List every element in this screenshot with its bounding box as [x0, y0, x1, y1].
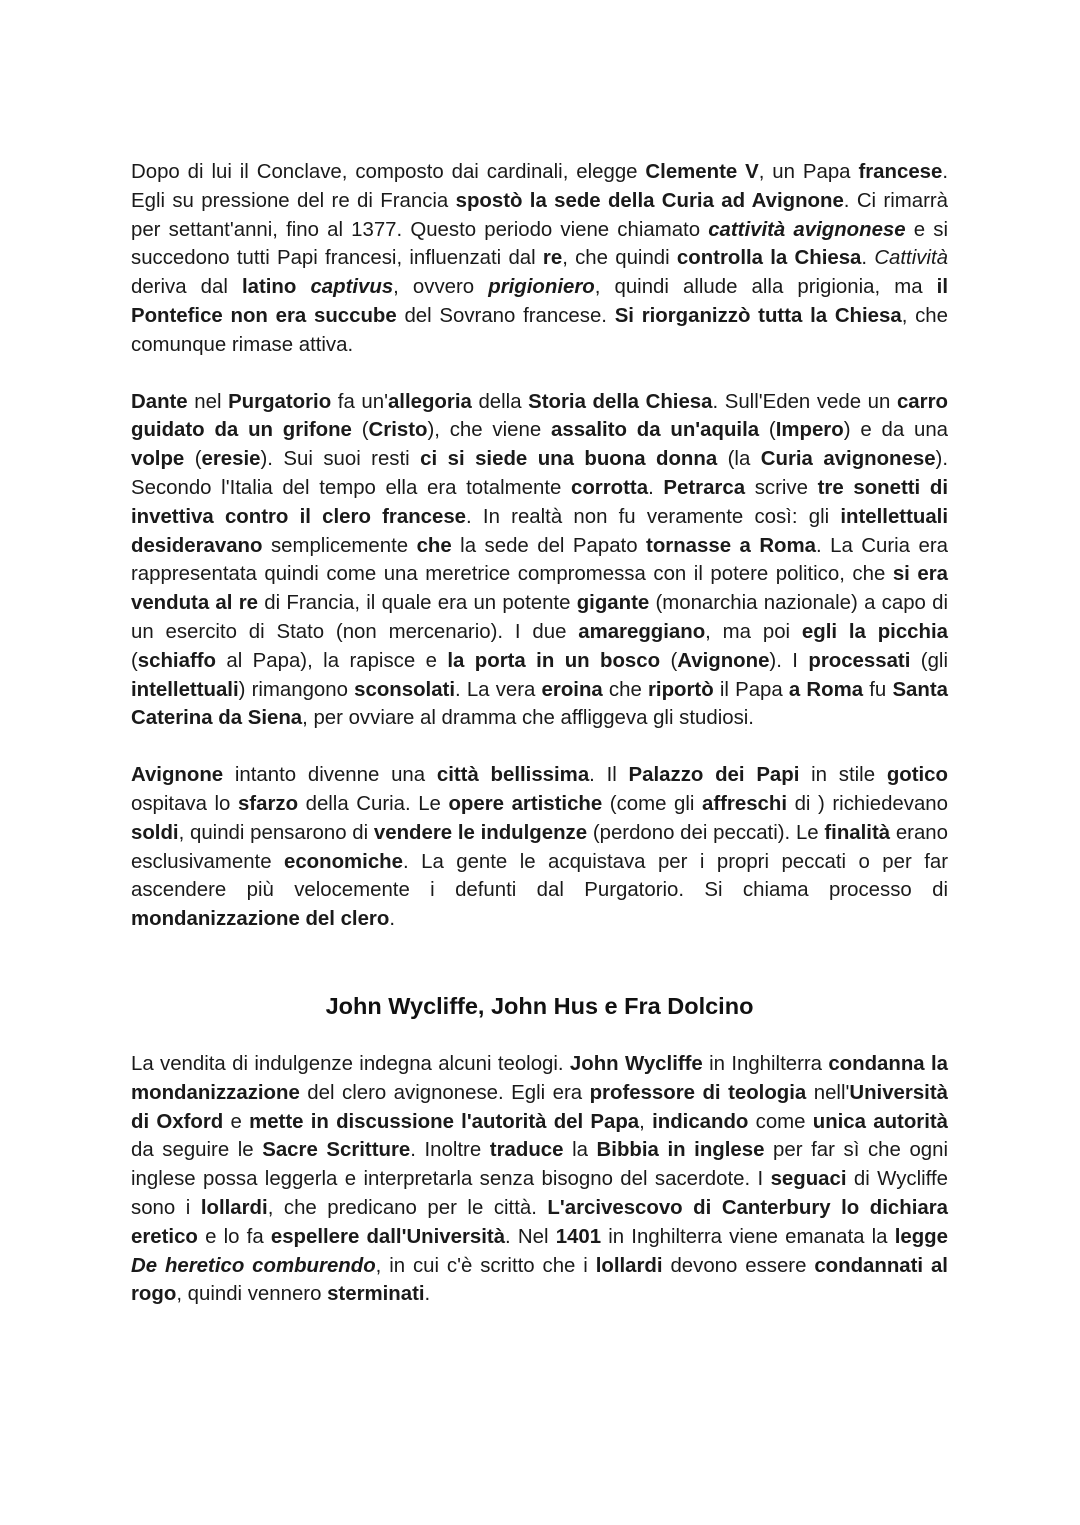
paragraph-dante-allegoria: Dante nel Purgatorio fa un'allegoria della Storia della Chiesa. Sull'Eden vede un carro guidato da un grifone (Cristo), che viene assalito da un'aquila (Impero) e da una volpe (eresie). Sui suoi resti ci si siede una buona donna (la Curia avignonese). Secondo l'Italia del tempo ella era totalmente corrotta. Petrarca scrive tre sonetti di invettiva contro il clero francese. In realtà non fu veramente così: gli intellettuali desideravano semplicemente che la sede del Papato tornasse a Roma. La Curia era rappresentata quindi come una meretrice compromessa con il potere politico, che si era venduta al re di Francia, il quale era un potente gigante (monarchia nazionale) a capo di un esercito di Stato (non mercenario). I due amareggiano, ma poi egli la picchia (schiaffo al Papa), la rapisce e la porta in un bosco (Avignone). I processati (gli intellettuali) rimangono sconsolati. La vera eroina che riportò il Papa a Roma fu Santa Caterina da Siena, per ovviare al dramma che affliggeva gli studiosi.: [131, 390, 949, 730]
bold-text: espellere dall'Università: [270, 1225, 506, 1248]
bold-text: cattività avignonese: [708, 218, 906, 241]
bold-text: Purgatorio: [228, 390, 332, 413]
bold-text: De heretico comburendo: [131, 1254, 376, 1277]
bold-text: la porta in un bosco: [447, 649, 661, 672]
bold-text: Bibbia in inglese: [596, 1139, 765, 1162]
bold-text: soldi: [131, 821, 179, 844]
bold-text: Petrarca: [663, 476, 746, 499]
bold-text: mette in discussione l'autorità del Papa: [249, 1110, 640, 1133]
bold-text: carro guidato da un grifone: [131, 390, 948, 442]
bold-text: corrotta: [571, 476, 649, 499]
paragraph-avignone: Avignone intanto divenne una città bellissima. Il Palazzo dei Papi in stile gotico ospitava lo sfarzo della Curia. Le opere artistiche (come gli affreschi di ) richiedevano soldi, quindi pensarono di vendere le indulgenze (perdono dei peccati). Le finalità erano esclusivamente economiche. La gente le acquistava per i propri peccati o per far ascendere più velocemente i defunti dal Purgatorio. Si chiama processo di mondanizzazione del clero.: [131, 764, 949, 931]
bold-text: legge: [894, 1225, 948, 1248]
bold-text: finalità: [824, 821, 891, 844]
bold-text: traduce: [489, 1139, 564, 1162]
bold-text: opere artistiche: [448, 792, 603, 815]
bold-text: indicando: [652, 1110, 749, 1133]
bold-text: il Pontefice non era succube: [131, 276, 948, 327]
bold-text: amareggiano: [578, 620, 706, 643]
bold-text: allegoria: [387, 390, 472, 413]
bold-text: Impero: [775, 419, 844, 442]
bold-text: Si riorganizzò tutta la Chiesa: [614, 304, 902, 327]
italic-text: Cattività: [874, 247, 948, 270]
bold-text: seguaci: [770, 1168, 847, 1191]
bold-text: vendere le indulgenze: [373, 821, 588, 844]
bold-text: tre sonetti di invettiva contro il clero francese: [131, 476, 948, 528]
bold-text: affreschi: [702, 792, 787, 815]
bold-text: gigante: [576, 592, 650, 615]
bold-text: unica autorità: [812, 1110, 949, 1133]
bold-text: latino: [241, 276, 311, 299]
bold-text: re: [542, 247, 563, 270]
bold-text: tornasse a Roma: [646, 534, 816, 557]
bold-text: Dante: [131, 390, 188, 413]
bold-text: sfarzo: [237, 792, 299, 815]
bold-text: intellettuali: [131, 678, 239, 701]
bold-text: assalito da un'aquila: [551, 419, 760, 442]
bold-text: Palazzo dei Papi: [628, 764, 800, 787]
bold-text: condanna la mondanizzazione: [131, 1052, 948, 1104]
bold-text: egli la picchia: [801, 620, 948, 643]
bold-text: Curia avignonese: [760, 448, 936, 471]
document-page: [131, 158, 948, 1309]
bold-text: John Wycliffe: [569, 1052, 703, 1075]
bold-text: città bellissima: [436, 764, 590, 787]
bold-text: 1401: [555, 1225, 602, 1248]
bold-text: volpe: [131, 448, 185, 471]
bold-text: sterminati: [327, 1283, 425, 1306]
bold-text: intellettuali desideravano: [131, 505, 948, 557]
bold-text: riportò: [647, 678, 714, 701]
bold-text: Università di Oxford: [131, 1081, 948, 1133]
bold-text: mondanizzazione del clero: [131, 908, 390, 931]
bold-text: a Roma: [788, 678, 864, 701]
bold-text: controlla la Chiesa: [676, 247, 862, 270]
bold-text: sconsolati: [354, 678, 455, 701]
bold-text: Sacre Scritture: [262, 1139, 411, 1162]
bold-text: condannati al rogo: [131, 1254, 948, 1306]
paragraph-clemente-v: Dopo di lui il Conclave, composto dai cardinali, elegge Clemente V, un Papa francese. Egli su pressione del re di Francia spostò la sede della Curia ad Avignone. Ci rimarrà per settant'anni, fino al 1377. Questo periodo viene chiamato cattività avignonese e si succedono tutti Papi francesi, influenzati dal re, che quindi controlla la Chiesa. Cattività deriva dal latino captivus, ovvero prigioniero, quindi allude alla prigionia, ma il Pontefice non era succube del Sovrano francese. Si riorganizzò tutta la Chiesa, che comunque rimase attiva.: [131, 161, 949, 356]
bold-text: spostò la sede della Curia ad Avignone: [455, 189, 844, 212]
bold-text: schiaffo: [137, 649, 216, 672]
bold-text: prigioniero: [488, 276, 595, 299]
paragraph-wycliffe: La vendita di indulgenze indegna alcuni teologi. John Wycliffe in Inghilterra condanna la mondanizzazione del clero avignonese. Egli era professore di teologia nell'Università di Oxford e mette in discussione l'autorità del Papa, indicando come unica autorità da seguire le Sacre Scritture. Inoltre traduce la Bibbia in inglese per far sì che ogni inglese possa leggerla e interpretarla senza bisogno del sacerdote. I seguaci di Wycliffe sono i lollardi, che predicano per le città. L'arcivescovo di Canterbury lo dichiara eretico e lo fa espellere dall'Università. Nel 1401 in Inghilterra viene emanata la legge De heretico comburendo, in cui c'è scritto che i lollardi devono essere condannati al rogo, quindi vennero sterminati.: [131, 1052, 949, 1306]
bold-text: Avignone: [677, 649, 770, 672]
bold-text: lollardi: [595, 1254, 663, 1277]
bold-text: captivus: [310, 276, 394, 299]
bold-text: professore di teologia: [589, 1081, 807, 1104]
bold-text: Clemente V: [645, 161, 759, 183]
bold-text: lollardi: [200, 1196, 268, 1219]
bold-text: gotico: [886, 764, 948, 787]
bold-text: francese: [858, 161, 943, 183]
bold-text: che: [416, 534, 452, 557]
bold-text: Cristo: [368, 419, 428, 442]
bold-text: Avignone: [131, 764, 224, 787]
bold-text: eroina: [541, 678, 603, 701]
bold-text: L'arcivescovo di Canterbury lo dichiara eretico: [131, 1196, 948, 1248]
bold-text: Storia della Chiesa: [528, 390, 713, 413]
bold-text: Santa Caterina da Siena: [131, 678, 948, 730]
bold-text: eresie: [201, 448, 261, 471]
bold-text: economiche: [284, 850, 403, 873]
section-heading: John Wycliffe, John Hus e Fra Dolcino: [325, 992, 754, 1019]
bold-text: si era venduta al re: [131, 563, 948, 615]
bold-text: ci si siede una buona donna: [420, 448, 718, 471]
bold-text: processati: [808, 649, 911, 672]
